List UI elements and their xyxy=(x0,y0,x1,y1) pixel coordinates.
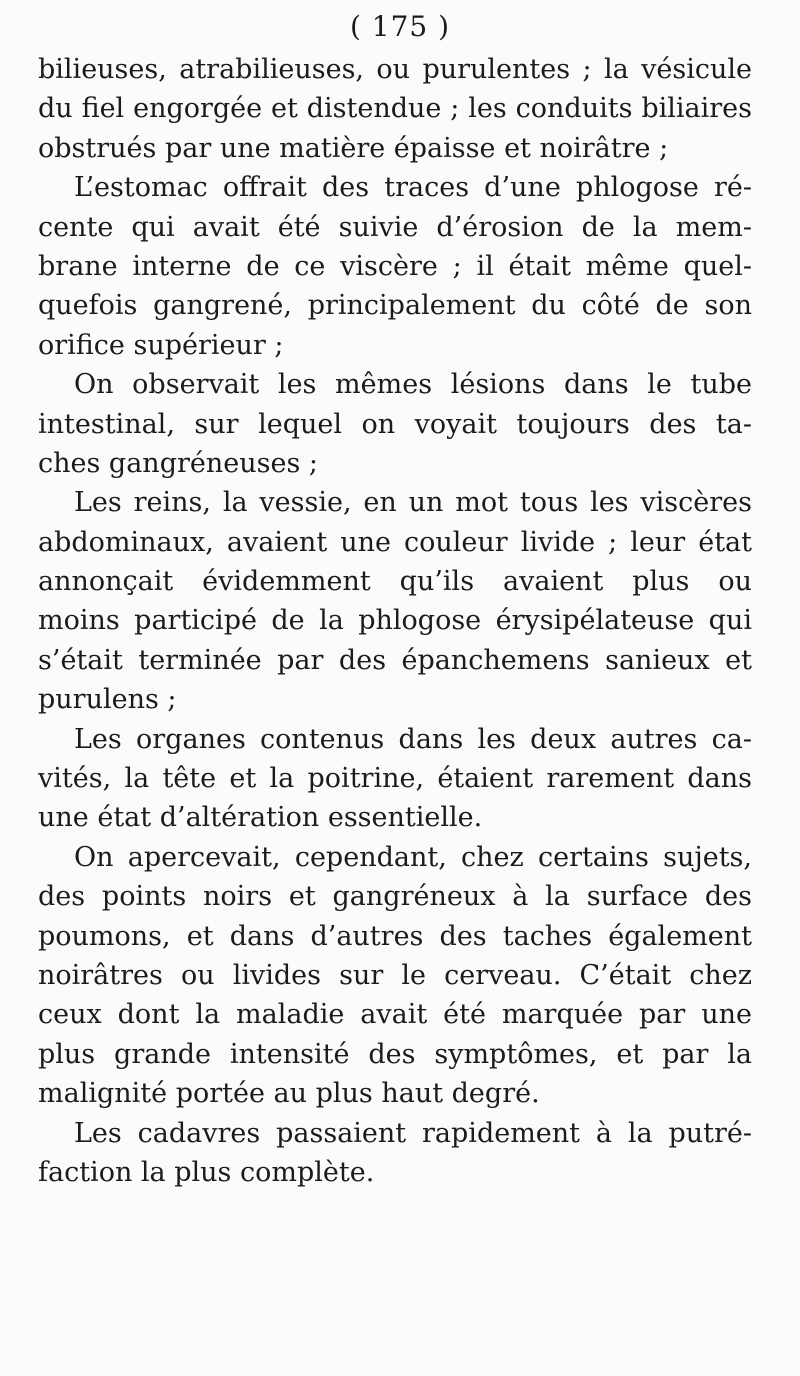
text-line: abdominaux, avaient une couleur livide ; leur état xyxy=(38,526,752,558)
text-line: vités, la tête et la poitrine, étaient rarement dans xyxy=(38,763,752,795)
text-line: obstrués par une matière épaisse et noirâtre ; xyxy=(38,132,669,164)
text-line: noirâtres ou livides sur le cerveau. C’était chez xyxy=(38,959,752,991)
text-line: une état d’altération essentielle. xyxy=(38,802,483,834)
text-line: On apercevait, cependant, chez certains sujets, xyxy=(74,841,752,873)
text-line: orifice supérieur ; xyxy=(38,329,284,361)
text-line: plus grande intensité des symptômes, et par la xyxy=(38,1038,752,1070)
text-line: cente qui avait été suivie d’érosion de la mem- xyxy=(38,211,752,243)
text-line: ceux dont la maladie avait été marquée par une xyxy=(38,999,752,1031)
text-line: brane interne de ce viscère ; il était même quel- xyxy=(38,250,752,282)
text-line: du fiel engorgée et distendue ; les conduits biliaires xyxy=(38,93,752,125)
text-line: bilieuses, atrabilieuses, ou purulentes ; la vésicule xyxy=(38,54,752,85)
body-text xyxy=(38,50,752,1192)
text-line: Les cadavres passaient rapidement à la putré- xyxy=(74,1117,752,1149)
text-line: On observait les mêmes lésions dans le tube xyxy=(74,369,752,401)
text-line: malignité portée au plus haut degré. xyxy=(38,1078,540,1110)
text-line: Les organes contenus dans les deux autres ca- xyxy=(74,723,752,755)
text-line: intestinal, sur lequel on voyait toujours des ta- xyxy=(38,408,752,440)
text-line: des points noirs et gangréneux à la surface des xyxy=(38,881,752,913)
text-line: L’estomac offrait des traces d’une phlogose ré- xyxy=(74,172,752,204)
text-line: ches gangréneuses ; xyxy=(38,447,318,479)
text-line: faction la plus complète. xyxy=(38,1156,375,1188)
text-line: Les reins, la vessie, en un mot tous les viscères xyxy=(74,487,752,519)
text-line: quefois gangrené, principalement du côté de son xyxy=(38,290,752,322)
text-line: purulens ; xyxy=(38,684,177,716)
text-line: s’était terminée par des épanchemens sanieux et xyxy=(38,644,752,676)
text-line: annonçait évidemment qu’ils avaient plus ou xyxy=(38,566,752,598)
page-number: ( 175 ) xyxy=(349,10,451,43)
text-line: moins participé de la phlogose érysipélateuse qui xyxy=(38,605,752,637)
text-line: poumons, et dans d’autres des taches également xyxy=(38,920,752,952)
